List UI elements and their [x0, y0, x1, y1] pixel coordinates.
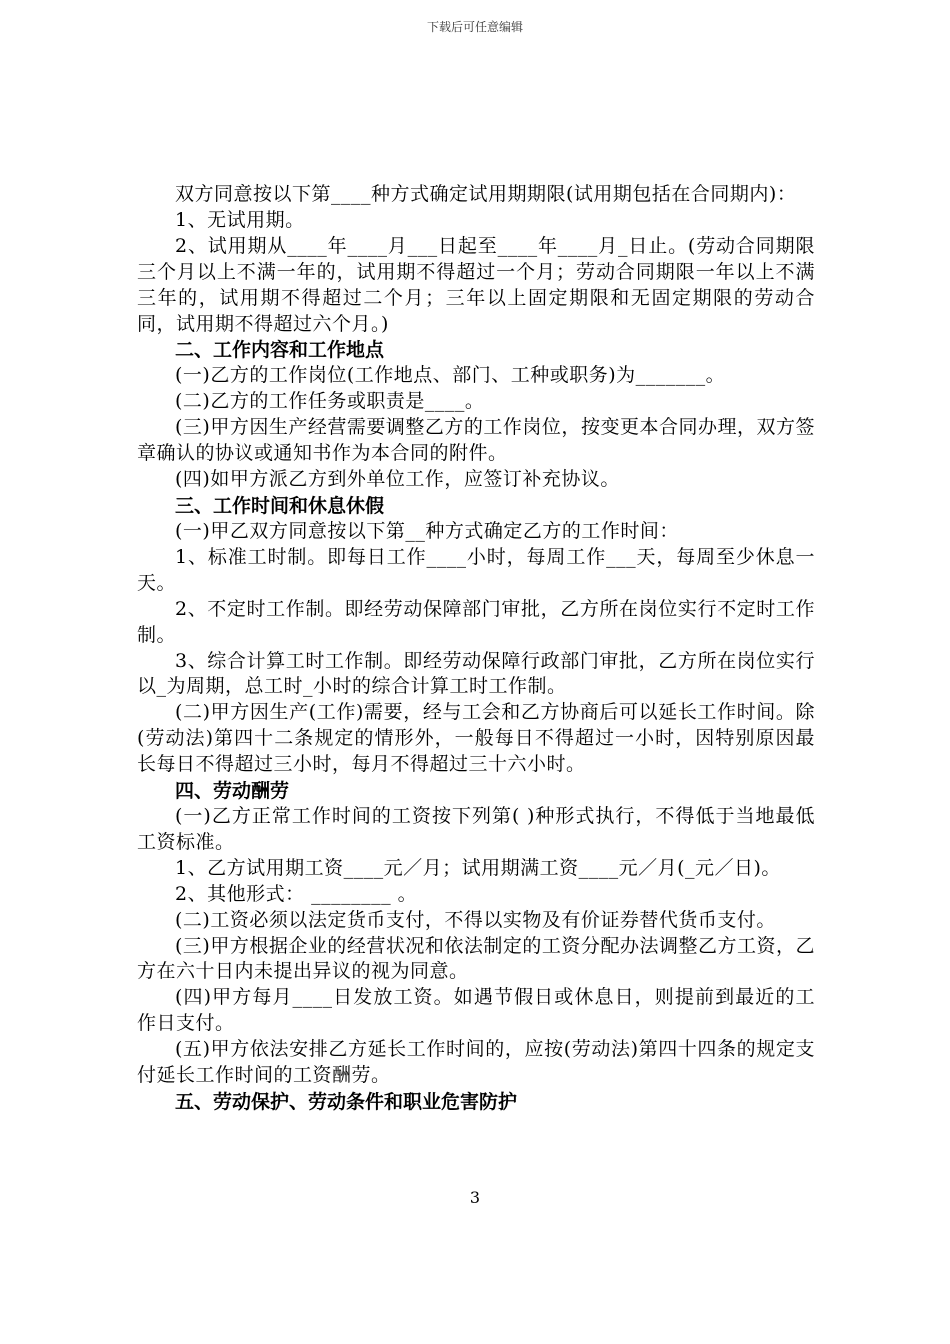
- paragraph: (一)甲乙双方同意按以下第__种方式确定乙方的工作时间：: [175, 519, 679, 542]
- paragraph: (三)甲方因生产经营需要调整乙方的工作岗位，按变更本合同办理，双方签章确认的协议或通知书作为本合同的附件。: [137, 416, 815, 465]
- section-heading: 五、劳动保护、劳动条件和职业危害防护: [175, 1091, 518, 1113]
- paragraph: (三)甲方根据企业的经营状况和依法制定的工资分配办法调整乙方工资，乙方在六十日内未提出异议的视为同意。: [137, 934, 815, 983]
- paragraph: (五)甲方依法安排乙方延长工作时间的，应按(劳动法)第四十四条的规定支付延长工作时间的工资酬劳。: [137, 1038, 815, 1087]
- section-heading: 三、工作时间和休息休假: [175, 494, 385, 517]
- paragraph: 1、标准工时制。即每日工作____小时，每周工作___天，每周至少休息一天。: [137, 545, 815, 594]
- section-heading: 二、工作内容和工作地点: [175, 339, 385, 362]
- document-body: [137, 182, 815, 1115]
- paragraph: (二)工资必须以法定货币支付，不得以实物及有价证券替代货币支付。: [175, 908, 776, 931]
- section-heading: 四、劳动酬劳: [175, 780, 290, 803]
- paragraph: 2、试用期从____年____月___日起至____年____月_日止。(劳动合同期限三个月以上不满一年的，试用期不得超过一个月；劳动合同期限一年以上不满三年的，试用期不得超过二个月；三年以上固定期限和无固定期限的劳动合同，试用期不得超过六个月。): [137, 234, 815, 335]
- paragraph: 双方同意按以下第____种方式确定试用期期限(试用期包括在合同期内)：: [175, 183, 797, 205]
- paragraph: 1、乙方试用期工资____元／月；试用期满工资____元／月(_元／日)。: [175, 856, 781, 879]
- paragraph: (四)甲方每月____日发放工资。如遇节假日或休息日，则提前到最近的工作日支付。: [137, 986, 815, 1035]
- paragraph: 1、无试用期。: [175, 208, 305, 231]
- paragraph: 2、其他形式： ________ 。: [175, 882, 418, 905]
- paragraph: (四)如甲方派乙方到外单位工作，应签订补充协议。: [175, 468, 620, 491]
- paragraph: (一)乙方的工作岗位(工作地点、部门、工种或职务)为_______。: [175, 364, 726, 387]
- paragraph: (二)乙方的工作任务或职责是____。: [175, 390, 485, 413]
- paragraph: (一)乙方正常工作时间的工资按下列第( )种形式执行，不得低于当地最低工资标准。: [137, 805, 815, 853]
- paragraph: (二)甲方因生产(工作)需要，经与工会和乙方协商后可以延长工作时间。除(劳动法)第四十二条规定的情形外，一般每日不得超过一小时，因特别原因最长每日不得超过三小时，每月不得超过三十六小时。: [137, 701, 815, 776]
- page-header: 下载后可任意编辑: [426, 20, 523, 34]
- page-number: 3: [469, 1188, 481, 1207]
- paragraph: 2、不定时工作制。即经劳动保障部门审批，乙方所在岗位实行不定时工作制。: [137, 597, 815, 646]
- paragraph: 3、综合计算工时工作制。即经劳动保障行政部门审批，乙方所在岗位实行以_为周期，总工时_小时的综合计算工时工作制。: [137, 649, 815, 698]
